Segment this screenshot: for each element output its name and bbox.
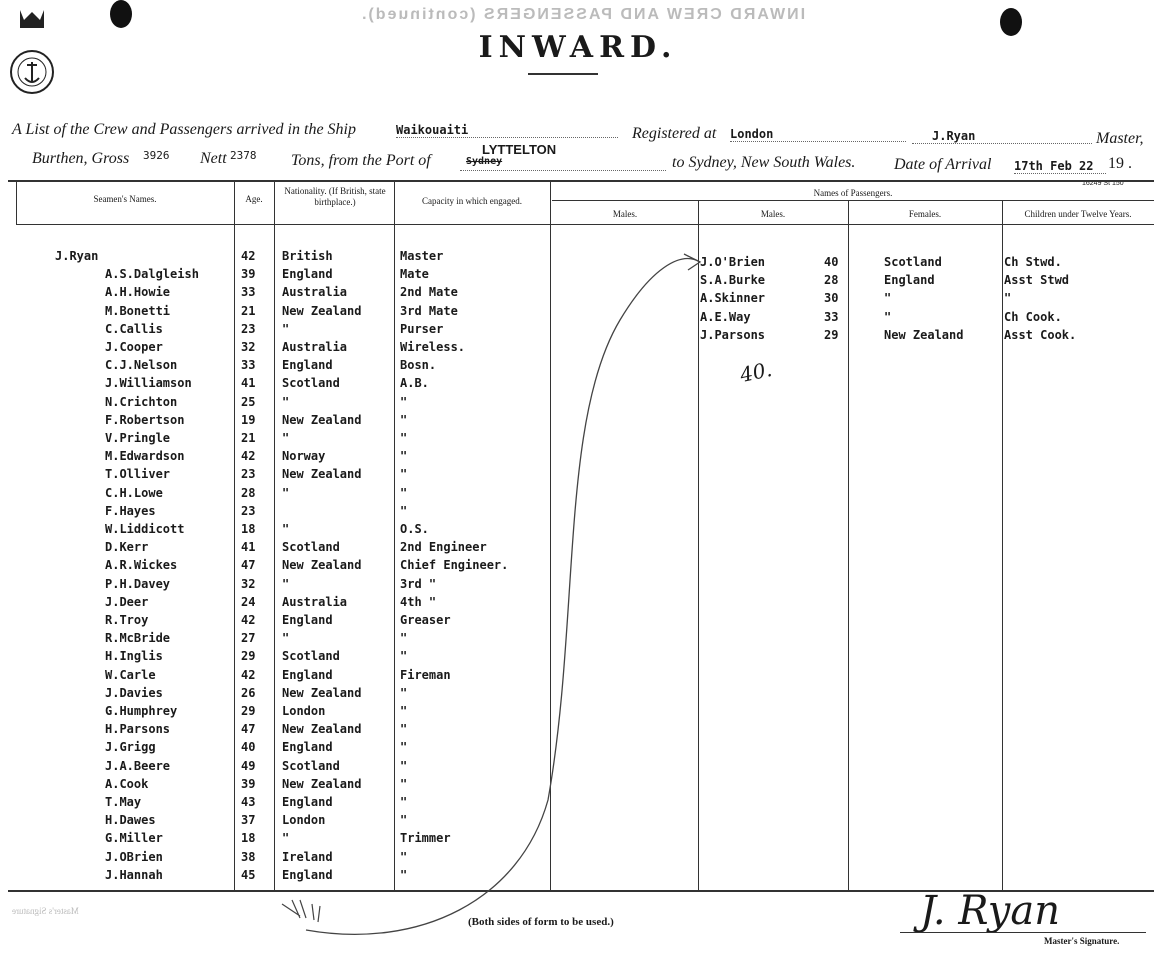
passenger-role: Asst Cook. [1004, 328, 1077, 342]
tons-label: Tons, from the Port of [291, 152, 431, 169]
crew-capacity: " [400, 795, 408, 809]
crew-nationality: New Zealand [282, 686, 362, 700]
crew-capacity: 2nd Engineer [400, 540, 487, 554]
passenger-name: J.O'Brien [700, 255, 766, 269]
col-header-children: Children under Twelve Years. [1024, 209, 1132, 219]
crew-age: 23 [241, 322, 256, 336]
passenger-name: S.A.Burke [700, 273, 766, 287]
crew-name: C.Callis [105, 322, 163, 336]
crew-name: A.S.Dalgleish [105, 267, 199, 281]
col-header-females: Females. [908, 209, 942, 219]
passenger-origin: England [884, 273, 935, 287]
crew-nationality: London [282, 704, 326, 718]
crew-nationality: Australia [282, 595, 348, 609]
crew-age: 40 [241, 740, 256, 754]
crew-name: C.H.Lowe [105, 486, 163, 500]
crew-capacity: " [400, 740, 408, 754]
crew-capacity: Chief Engineer. [400, 558, 509, 572]
port-struck: Sydney [466, 156, 503, 167]
crew-name: J.Davies [105, 686, 163, 700]
crew-capacity: " [400, 449, 408, 463]
crew-capacity: Purser [400, 322, 444, 336]
crew-name: T.Olliver [105, 467, 171, 481]
crew-nationality: New Zealand [282, 558, 362, 572]
passenger-role: Asst Stwd [1004, 273, 1070, 287]
crew-nationality: England [282, 668, 333, 682]
crew-name: D.Kerr [105, 540, 149, 554]
crew-age: 26 [241, 686, 256, 700]
crew-nationality: England [282, 868, 333, 882]
crew-nationality: New Zealand [282, 413, 362, 427]
crew-age: 43 [241, 795, 256, 809]
crew-nationality: England [282, 267, 333, 281]
ship-name: Waikouaiti [396, 123, 618, 138]
crew-capacity: Fireman [400, 668, 451, 682]
crew-nationality: Scotland [282, 759, 340, 773]
crew-capacity: " [400, 777, 408, 791]
crew-name: G.Humphrey [105, 704, 178, 718]
col-header-nationality: Nationality. (If British, state birthplace.) [284, 186, 386, 207]
crew-name: T.May [105, 795, 142, 809]
page-title: INWARD. [478, 30, 678, 65]
passenger-origin: " [884, 310, 892, 324]
crew-capacity: Wireless. [400, 340, 466, 354]
crew-capacity: Greaser [400, 613, 451, 627]
crew-age: 37 [241, 813, 256, 827]
crew-age: 29 [241, 649, 256, 663]
crew-age: 33 [241, 358, 256, 372]
crew-capacity: " [400, 759, 408, 773]
arrival-year: 19 [1108, 155, 1124, 172]
master-signature: J. Ryan [920, 888, 1060, 934]
passenger-origin: New Zealand [884, 328, 964, 342]
crew-age: 28 [241, 486, 256, 500]
crew-capacity: " [400, 868, 408, 882]
crew-capacity: O.S. [400, 522, 429, 536]
crew-nationality: England [282, 740, 333, 754]
crew-name: A.R.Wickes [105, 558, 178, 572]
crew-capacity: 2nd Mate [400, 285, 458, 299]
crew-age: 21 [241, 304, 256, 318]
header-line1-label: A List of the Crew and Passengers arrived in the Ship [12, 121, 356, 138]
ghost-text: INWARD CREW AND PASSENGERS (continued). [360, 6, 806, 23]
crew-capacity: " [400, 486, 408, 500]
crew-capacity: " [400, 649, 408, 663]
ghost-signature: Master's Signature [12, 906, 79, 916]
crew-nationality: Australia [282, 285, 348, 299]
crew-nationality: Norway [282, 449, 326, 463]
crew-nationality: Scotland [282, 376, 340, 390]
col-header-seamen: Seamen's Names. [93, 194, 157, 204]
crew-nationality: British [282, 249, 333, 263]
registered-label: Registered at [632, 125, 717, 142]
col-header-males2: Males. [760, 209, 786, 219]
crew-name: C.J.Nelson [105, 358, 178, 372]
crew-age: 32 [241, 577, 256, 591]
crew-capacity: Trimmer [400, 831, 451, 845]
crew-age: 33 [241, 285, 256, 299]
destination-label: to Sydney, New South Wales. [672, 154, 856, 171]
crew-age: 42 [241, 613, 256, 627]
registered-port: London [730, 127, 906, 142]
crew-age: 38 [241, 850, 256, 864]
crew-age: 27 [241, 631, 256, 645]
crew-capacity: 3rd Mate [400, 304, 458, 318]
crew-name: J.Williamson [105, 376, 192, 390]
crew-capacity: " [400, 413, 408, 427]
crew-name: A.H.Howie [105, 285, 171, 299]
crew-name: J.Ryan [55, 249, 99, 263]
crew-name: G.Miller [105, 831, 163, 845]
crew-name: A.Cook [105, 777, 149, 791]
crew-name: N.Crichton [105, 395, 178, 409]
crew-nationality: Ireland [282, 850, 333, 864]
crew-age: 18 [241, 831, 256, 845]
col-header-passengers: Names of Passengers. [813, 188, 893, 198]
arrival-label: Date of Arrival [894, 156, 992, 173]
passenger-role: " [1004, 291, 1012, 305]
footer-note: (Both sides of form to be used.) [468, 916, 614, 928]
crew-nationality: " [282, 395, 290, 409]
passenger-name: A.E.Way [700, 310, 751, 324]
crew-name: M.Edwardson [105, 449, 185, 463]
crew-nationality: " [282, 831, 290, 845]
crew-nationality: Australia [282, 340, 348, 354]
crew-nationality: Scotland [282, 649, 340, 663]
crew-age: 21 [241, 431, 256, 445]
crew-age: 41 [241, 540, 256, 554]
crew-nationality: " [282, 577, 290, 591]
crew-name: J.Deer [105, 595, 149, 609]
passenger-origin: Scotland [884, 255, 942, 269]
crew-nationality: London [282, 813, 326, 827]
passenger-origin: " [884, 291, 892, 305]
passenger-age: 28 [824, 273, 839, 287]
crew-nationality: Scotland [282, 540, 340, 554]
crew-capacity: " [400, 850, 408, 864]
col-header-capacity: Capacity in which engaged. [422, 196, 522, 206]
crew-age: 25 [241, 395, 256, 409]
crew-name: F.Hayes [105, 504, 156, 518]
crew-age: 42 [241, 449, 256, 463]
crew-name: R.Troy [105, 613, 149, 627]
crew-name: W.Carle [105, 668, 156, 682]
crew-name: J.Cooper [105, 340, 163, 354]
crew-age: 39 [241, 777, 256, 791]
passenger-age: 33 [824, 310, 839, 324]
crew-age: 42 [241, 668, 256, 682]
crew-age: 47 [241, 558, 256, 572]
passenger-role: Ch Stwd. [1004, 255, 1062, 269]
passenger-name: A.Skinner [700, 291, 766, 305]
form-code: 16249 St 150 [1082, 180, 1124, 187]
crew-nationality: New Zealand [282, 304, 362, 318]
crew-age: 41 [241, 376, 256, 390]
crew-name: J.Hannah [105, 868, 163, 882]
master-label: Master, [1096, 130, 1144, 147]
crew-nationality: " [282, 486, 290, 500]
nett-label: Nett [200, 150, 227, 167]
passenger-age: 30 [824, 291, 839, 305]
crew-capacity: A.B. [400, 376, 429, 390]
crew-age: 49 [241, 759, 256, 773]
crew-age: 23 [241, 504, 256, 518]
crew-age: 18 [241, 522, 256, 536]
crew-name: W.Liddicott [105, 522, 185, 536]
crew-capacity: " [400, 395, 408, 409]
arrival-period: . [1128, 155, 1132, 172]
crew-name: R.McBride [105, 631, 171, 645]
nett-value: 2378 [230, 149, 257, 162]
crew-capacity: 4th " [400, 595, 437, 609]
crew-age: 24 [241, 595, 256, 609]
col-header-age: Age. [245, 194, 263, 204]
crew-age: 32 [241, 340, 256, 354]
crew-age: 29 [241, 704, 256, 718]
crew-age: 42 [241, 249, 256, 263]
crew-name: F.Robertson [105, 413, 185, 427]
crew-name: H.Dawes [105, 813, 156, 827]
tally-mark: 40. [737, 356, 774, 388]
crew-nationality: " [282, 431, 290, 445]
crew-capacity: Mate [400, 267, 429, 281]
crew-capacity: 3rd " [400, 577, 437, 591]
crew-capacity: Master [400, 249, 444, 263]
crew-name: V.Pringle [105, 431, 171, 445]
crew-capacity: " [400, 722, 408, 736]
arrival-date: 17th Feb 22 [1014, 159, 1106, 174]
crew-capacity: " [400, 686, 408, 700]
passenger-role: Ch Cook. [1004, 310, 1062, 324]
crew-name: P.H.Davey [105, 577, 171, 591]
crew-nationality: England [282, 358, 333, 372]
passenger-age: 40 [824, 255, 839, 269]
crew-nationality: New Zealand [282, 467, 362, 481]
crew-age: 45 [241, 868, 256, 882]
crew-nationality: " [282, 522, 290, 536]
col-header-males1: Males. [612, 209, 638, 219]
crew-nationality: New Zealand [282, 722, 362, 736]
crew-nationality: " [282, 631, 290, 645]
port-stamp: LYTTELTON [482, 142, 557, 157]
crew-capacity: " [400, 467, 408, 481]
gross-value: 3926 [143, 149, 170, 162]
burthen-label: Burthen, Gross [32, 150, 130, 167]
crew-nationality: England [282, 613, 333, 627]
passenger-age: 29 [824, 328, 839, 342]
crew-age: 47 [241, 722, 256, 736]
crew-capacity: " [400, 631, 408, 645]
crew-name: J.OBrien [105, 850, 163, 864]
crew-age: 39 [241, 267, 256, 281]
passenger-name: J.Parsons [700, 328, 766, 342]
signature-line [900, 932, 1146, 933]
crew-capacity: Bosn. [400, 358, 437, 372]
crew-name: M.Bonetti [105, 304, 171, 318]
crew-nationality: New Zealand [282, 777, 362, 791]
crew-name: J.Grigg [105, 740, 156, 754]
crew-age: 19 [241, 413, 256, 427]
crew-name: J.A.Beere [105, 759, 171, 773]
master-name: J.Ryan [932, 129, 976, 143]
crew-nationality: England [282, 795, 333, 809]
crew-nationality: " [282, 322, 290, 336]
crew-name: H.Parsons [105, 722, 171, 736]
crew-age: 23 [241, 467, 256, 481]
crew-capacity: " [400, 431, 408, 445]
crew-capacity: " [400, 813, 408, 827]
crew-capacity: " [400, 504, 408, 518]
crew-capacity: " [400, 704, 408, 718]
signature-label: Master's Signature. [1044, 936, 1120, 946]
crew-name: H.Inglis [105, 649, 163, 663]
